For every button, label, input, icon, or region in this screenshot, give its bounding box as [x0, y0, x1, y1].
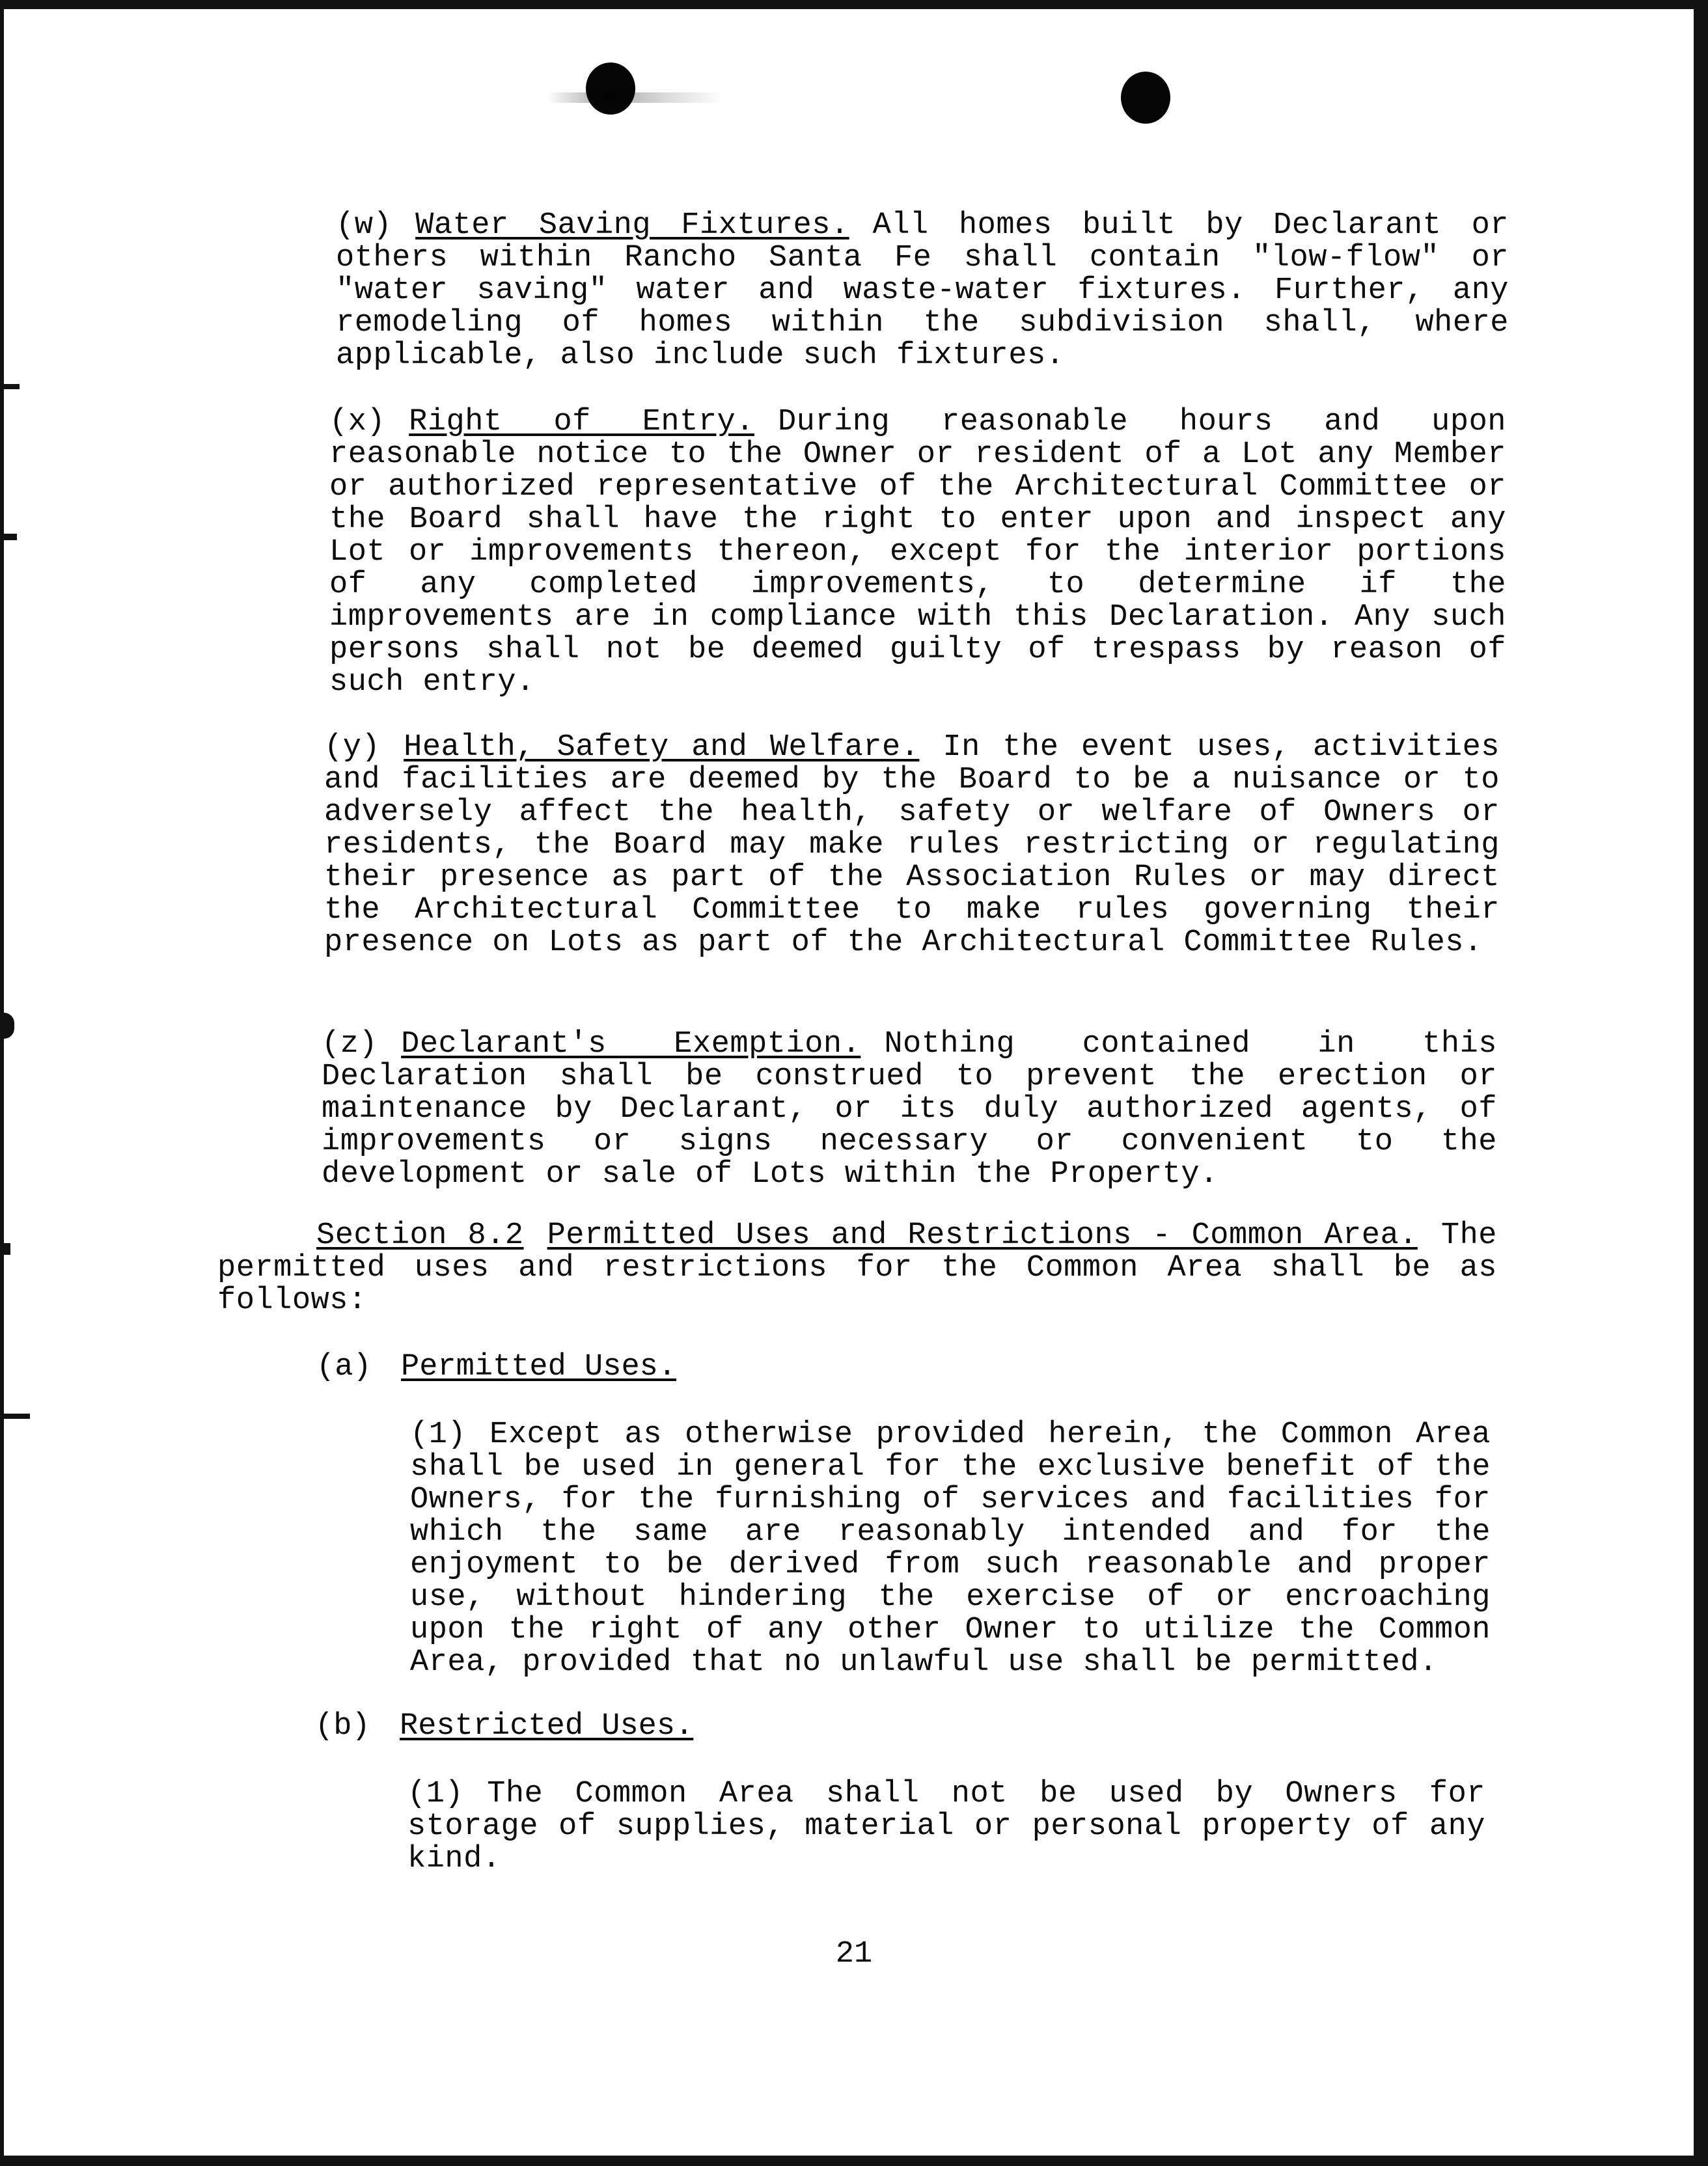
- page-number: 21: [835, 1937, 873, 1971]
- subsection-b-label: (b): [315, 1709, 370, 1744]
- paragraph-y: [324, 732, 1500, 959]
- section-text: The permitted uses and restrictions for the Common Area shall be as follows:: [217, 1218, 1497, 1318]
- paragraph-z-heading: Declarant's Exemption.: [401, 1027, 861, 1062]
- subsection-a-item-1: [410, 1419, 1491, 1679]
- subsection-b-title: [315, 1710, 693, 1743]
- subsection-b-item-text: The Common Area shall not be used by Owners for storage of supplies, material or personal property of any kind.: [407, 1777, 1485, 1876]
- paragraph-z-text: Nothing contained in this Declaration shall be construed to prevent the erection or maintenance by Declarant, or its duly authorized agents, of improvements or signs necessary or convenient to the development or sale of Lots within the Property.: [322, 1027, 1497, 1192]
- subsection-a-item-label: (1): [410, 1418, 467, 1452]
- paragraph-x-text: During reasonable hours and upon reasonable notice to the Owner or resident of a Lot any Member or authorized representative of the Architectural Committee or the Board shall have the right to enter upon and inspect any Lot or improvements thereon, except for the interior portions of any completed improvements, to determine if the improvements are in compliance with this Declaration. Any such persons shall not be deemed guilty of trespass by reason of such entry.: [329, 405, 1506, 700]
- paragraph-x-label: (x): [329, 405, 386, 439]
- paragraph-w: [336, 210, 1509, 372]
- subsection-b-item-label: (1): [407, 1777, 464, 1811]
- paragraph-w-text: All homes built by Declarant or others within Rancho Santa Fe shall contain "low-flow" or "water saving" water and waste-water fixtures. Further, any remodeling of homes within the subdivision shall, where applicable, also include such fixtures.: [336, 208, 1509, 373]
- paragraph-y-text: In the event uses, activities and facilities are deemed by the Board to be a nuisance or to adversely affect the health, safety or welfare of Owners or residents, the Board may make rules restricting or regulating their presence as part of the Association Rules or may direct the Architectural Committee to make rules governing their presence on Lots as part of the Architectural Committee Rules.: [324, 730, 1500, 960]
- paragraph-z-label: (z): [322, 1027, 378, 1062]
- paragraph-y-label: (y): [324, 730, 381, 765]
- subsection-a-item-text: Except as otherwise provided herein, the Common Area shall be used in general for the exclusive benefit of the Owners, for the furnishing of services and facilities for which the same are reasonably intended and for the enjoyment to be derived from such reasonable and proper use, without hindering the exercise of or encroaching upon the right of any other Owner to utilize the Common Area, provided that no unlawful use shall be permitted.: [410, 1418, 1491, 1680]
- paragraph-w-label: (w): [336, 208, 393, 243]
- paragraph-y-heading: Health, Safety and Welfare.: [404, 730, 920, 765]
- section-heading: Permitted Uses and Restrictions - Common Area.: [547, 1218, 1418, 1253]
- subsection-b-heading: Restricted Uses.: [400, 1709, 694, 1744]
- subsection-a-label: (a): [316, 1350, 372, 1384]
- paragraph-x: [329, 406, 1506, 699]
- paragraph-w-heading: Water Saving Fixtures.: [415, 208, 849, 243]
- section-label: Section 8.2: [316, 1218, 524, 1253]
- subsection-a-heading: Permitted Uses.: [401, 1350, 677, 1384]
- paragraph-z: [322, 1028, 1497, 1191]
- paragraph-x-heading: Right of Entry.: [409, 405, 754, 439]
- subsection-b-item-1: [407, 1778, 1485, 1876]
- subsection-a-title: [316, 1351, 676, 1384]
- section-8-2: [217, 1220, 1497, 1317]
